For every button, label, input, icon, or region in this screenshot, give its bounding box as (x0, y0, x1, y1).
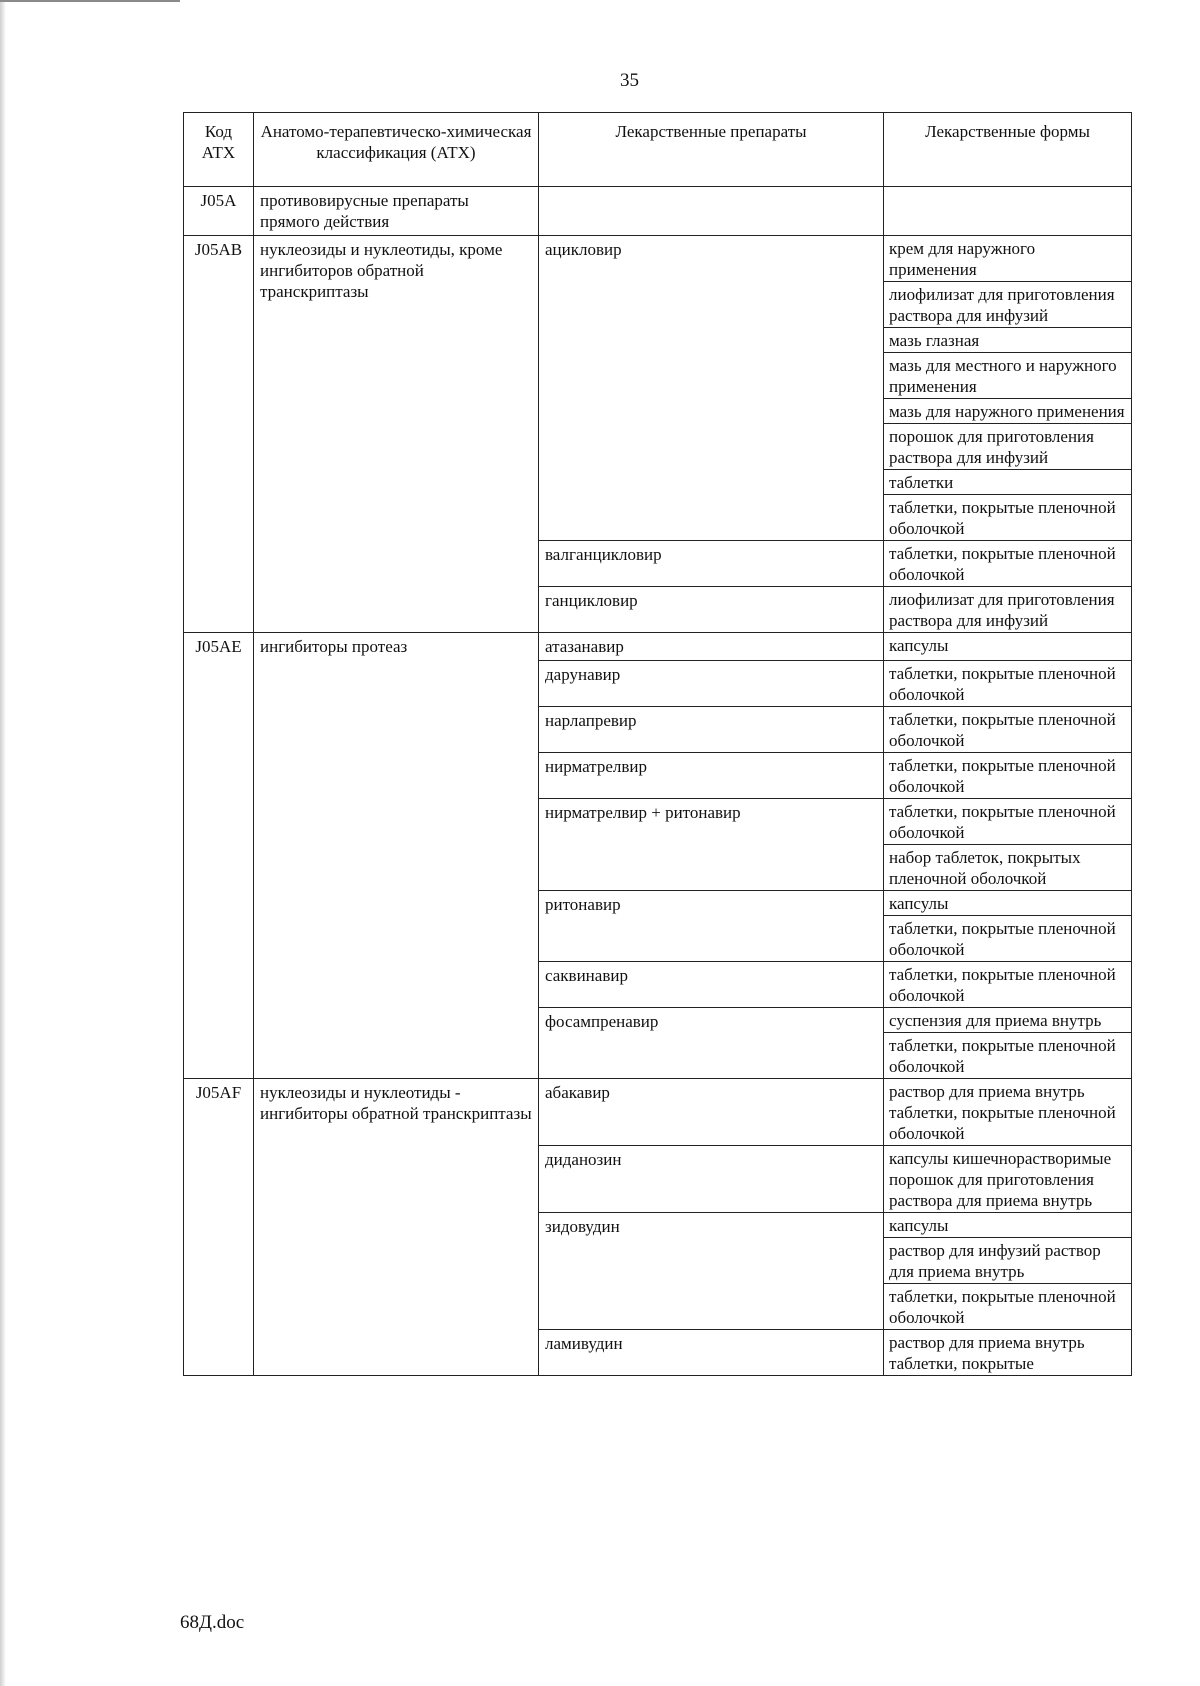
atx-code: J05AE (184, 633, 254, 1079)
drug-name: нарлапревир (539, 707, 884, 753)
header-row (184, 113, 1132, 187)
header-drugs: Лекарственные препараты (539, 113, 884, 187)
dosage-form: таблетки, покрытые пленочной оболочкой (889, 919, 1116, 959)
drug-name: абакавир (539, 1079, 884, 1146)
drug-name: валганцикловир (539, 541, 884, 587)
table-header (184, 113, 1132, 187)
drug-forms (884, 1079, 1132, 1146)
drug-forms (884, 891, 1132, 962)
dosage-form: таблетки, покрытые пленочной оболочкой (889, 498, 1116, 538)
atx-classification: нуклеозиды и нуклеотиды, кроме ингибиторов обратной транскриптазы (254, 236, 539, 633)
dosage-form: таблетки, покрытые пленочной оболочкой (889, 1287, 1116, 1327)
dosage-form: таблетки, покрытые пленочной оболочкой (889, 1036, 1116, 1076)
drug-name: дарунавир (539, 661, 884, 707)
scan-edge-top (0, 0, 180, 2)
drug-name: нирматрелвир (539, 753, 884, 799)
drug-name: нирматрелвир + ритонавир (539, 799, 884, 891)
drug-name (539, 187, 884, 236)
drug-name: зидовудин (539, 1213, 884, 1330)
page-number: 35 (620, 70, 639, 91)
drug-forms (884, 707, 1132, 753)
dosage-form: таблетки, покрытые пленочной оболочкой (889, 756, 1116, 796)
dosage-form: таблетки, покрытые пленочной оболочкой (884, 799, 1131, 845)
dosage-form: набор таблеток, покрытых пленочной оболочкой (889, 848, 1081, 888)
dosage-form: капсулы кишечнорастворимые порошок для приготовления раствора для приема внутрь (889, 1149, 1112, 1210)
drug-forms (884, 541, 1132, 587)
drug-name: ганцикловир (539, 587, 884, 633)
atx-classification: нуклеозиды и нуклеотиды - ингибиторы обратной транскриптазы (254, 1079, 539, 1376)
dosage-form: капсулы (884, 1213, 1131, 1238)
dosage-form: лиофилизат для приготовления раствора для инфузий (884, 282, 1131, 328)
drug-forms (884, 236, 1132, 541)
atx-code: J05AF (184, 1079, 254, 1376)
drug-forms (884, 753, 1132, 799)
atx-classification: противовирусные препараты прямого действия (254, 187, 539, 236)
dosage-form: таблетки (884, 470, 1131, 495)
dosage-form: капсулы (884, 891, 1131, 916)
table-row (184, 236, 1132, 541)
atx-classification: ингибиторы протеаз (254, 633, 539, 1079)
footer-filename: 68Д.doc (180, 1612, 245, 1633)
table-row (184, 633, 1132, 661)
dosage-form: раствор для инфузий раствор для приема внутрь (884, 1238, 1131, 1284)
drug-forms (884, 1330, 1132, 1376)
dosage-form: порошок для приготовления раствора для инфузий (884, 424, 1131, 470)
drug-name: ритонавир (539, 891, 884, 962)
dosage-form: мазь глазная (884, 328, 1131, 353)
dosage-form: крем для наружного применения (884, 236, 1131, 282)
drug-name: фосампренавир (539, 1008, 884, 1079)
drug-name: ацикловир (539, 236, 884, 541)
drug-forms (884, 1146, 1132, 1213)
atx-code: J05A (184, 187, 254, 236)
dosage-form: таблетки, покрытые пленочной оболочкой (889, 965, 1116, 1005)
table-row (184, 1079, 1132, 1146)
drug-forms (884, 633, 1132, 661)
drug-forms (884, 587, 1132, 633)
dosage-form: мазь для местного и наружного применения (884, 353, 1131, 399)
drug-name: ламивудин (539, 1330, 884, 1376)
table-row (184, 187, 1132, 236)
drug-forms (884, 661, 1132, 707)
dosage-form: таблетки, покрытые пленочной оболочкой (889, 544, 1116, 584)
dosage-form: мазь для наружного применения (884, 399, 1131, 424)
dosage-form: таблетки, покрытые пленочной оболочкой (889, 664, 1116, 704)
scan-edge-left (0, 0, 6, 1686)
atx-code: J05AB (184, 236, 254, 633)
header-forms: Лекарственные формы (884, 113, 1132, 187)
drug-forms (884, 1008, 1132, 1079)
dosage-form: таблетки, покрытые пленочной оболочкой (889, 710, 1116, 750)
drug-name: диданозин (539, 1146, 884, 1213)
dosage-form: раствор для приема внутрь таблетки, покрытые (889, 1333, 1085, 1373)
dosage-form: капсулы (889, 636, 949, 655)
dosage-form: суспензия для приема внутрь (884, 1008, 1131, 1033)
dosage-form (884, 187, 1131, 190)
drug-forms (884, 799, 1132, 891)
drug-forms (884, 187, 1132, 236)
drug-name: атазанавир (539, 633, 884, 661)
drug-name: саквинавир (539, 962, 884, 1008)
dosage-form: лиофилизат для приготовления раствора для инфузий (889, 590, 1115, 630)
drug-forms (884, 1213, 1132, 1330)
header-classification: Анатомо-терапевтическо-химическая классификация (АТХ) (254, 113, 539, 187)
table-body (184, 187, 1132, 1376)
atx-table (183, 112, 1132, 1376)
dosage-form: раствор для приема внутрь таблетки, покрытые пленочной оболочкой (889, 1082, 1116, 1143)
header-code: Код АТХ (184, 113, 254, 187)
drug-forms (884, 962, 1132, 1008)
